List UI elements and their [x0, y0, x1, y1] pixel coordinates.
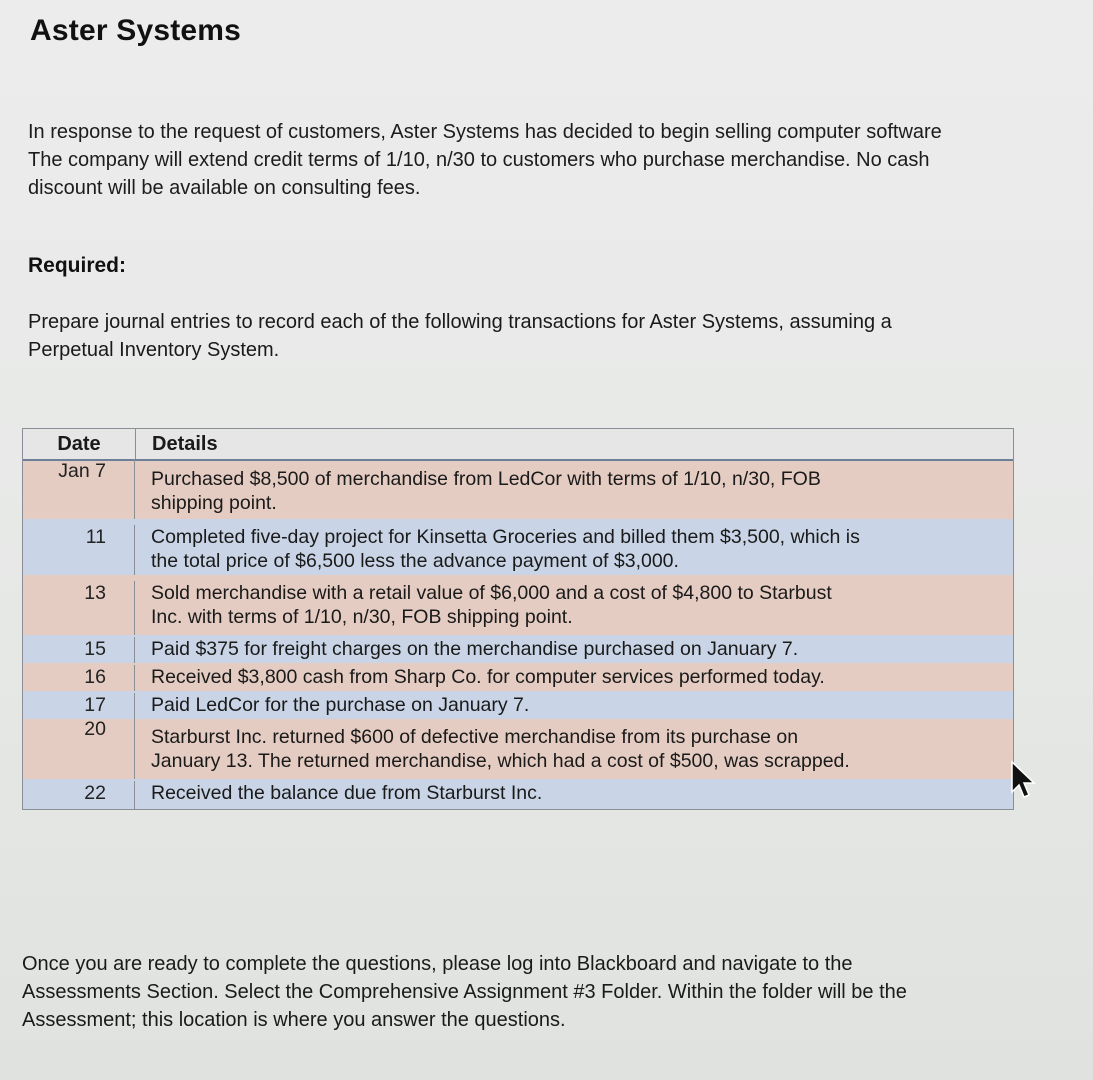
row-date: 20: [23, 717, 135, 779]
page-title: Aster Systems: [30, 14, 242, 47]
table-row: [23, 635, 1013, 663]
table-row: [23, 575, 1013, 635]
row-details: [135, 665, 1013, 691]
required-heading: Required:: [28, 254, 127, 277]
detail-line: Received the balance due from Starburst Inc.: [151, 782, 543, 804]
table-row: [23, 719, 1013, 779]
column-header-details: Details: [152, 433, 218, 455]
row-details: [135, 693, 1013, 719]
transactions-table: [22, 428, 1014, 810]
mouse-pointer-icon: [1010, 760, 1036, 800]
intro-line: The company will extend credit terms of 1/10, n/30 to customers who purchase merchandise. No cash: [28, 149, 930, 171]
row-details: [135, 467, 1013, 519]
detail-line: Received $3,800 cash from Sharp Co. for computer services performed today.: [151, 666, 825, 688]
table-header: [23, 429, 1013, 461]
footer-line: Once you are ready to complete the questions, please log into Blackboard and navigate to the: [22, 953, 853, 975]
detail-line: January 13. The returned merchandise, which had a cost of $500, was scrapped.: [151, 750, 850, 772]
table-row: [23, 779, 1013, 809]
row-date: 22: [23, 781, 135, 809]
table-row: [23, 461, 1013, 519]
row-date: Jan 7: [23, 459, 135, 519]
row-details: [135, 525, 1013, 575]
footer-paragraph: [22, 950, 1087, 1034]
row-details: [135, 781, 1013, 809]
detail-line: Sold merchandise with a retail value of $6,000 and a cost of $4,800 to Starbust: [151, 582, 832, 604]
intro-paragraph: [28, 118, 1093, 202]
instruction-line: Prepare journal entries to record each of the following transactions for Aster Systems, assuming a: [28, 311, 892, 333]
row-details: [135, 581, 1013, 635]
detail-line: Completed five-day project for Kinsetta Groceries and billed them $3,500, which is: [151, 526, 860, 548]
row-details: [135, 725, 1013, 779]
row-details: [135, 637, 1013, 663]
row-date: 13: [23, 581, 135, 635]
detail-line: the total price of $6,500 less the advance payment of $3,000.: [151, 550, 679, 572]
table-row: [23, 519, 1013, 575]
detail-line: Starburst Inc. returned $600 of defective merchandise from its purchase on: [151, 726, 799, 748]
intro-line: In response to the request of customers, Aster Systems has decided to begin selling computer software: [28, 121, 942, 143]
footer-line: Assessment; this location is where you answer the questions.: [22, 1009, 566, 1031]
instruction-paragraph: [28, 308, 1068, 364]
detail-line: Paid LedCor for the purchase on January 7.: [151, 694, 530, 716]
column-header-date: Date: [23, 429, 136, 459]
row-date: 11: [23, 525, 135, 575]
row-date: 16: [23, 665, 135, 691]
instruction-line: Perpetual Inventory System.: [28, 339, 280, 361]
detail-line: Inc. with terms of 1/10, n/30, FOB shipping point.: [151, 606, 573, 628]
row-date: 17: [23, 693, 135, 719]
detail-line: Paid $375 for freight charges on the merchandise purchased on January 7.: [151, 638, 799, 660]
detail-line: Purchased $8,500 of merchandise from LedCor with terms of 1/10, n/30, FOB: [151, 468, 821, 490]
table-row: [23, 691, 1013, 719]
table-row: [23, 663, 1013, 691]
intro-line: discount will be available on consulting fees.: [28, 177, 421, 199]
row-date: 15: [23, 637, 135, 663]
footer-line: Assessments Section. Select the Comprehensive Assignment #3 Folder. Within the folder will be the: [22, 981, 907, 1003]
detail-line: shipping point.: [151, 492, 277, 514]
